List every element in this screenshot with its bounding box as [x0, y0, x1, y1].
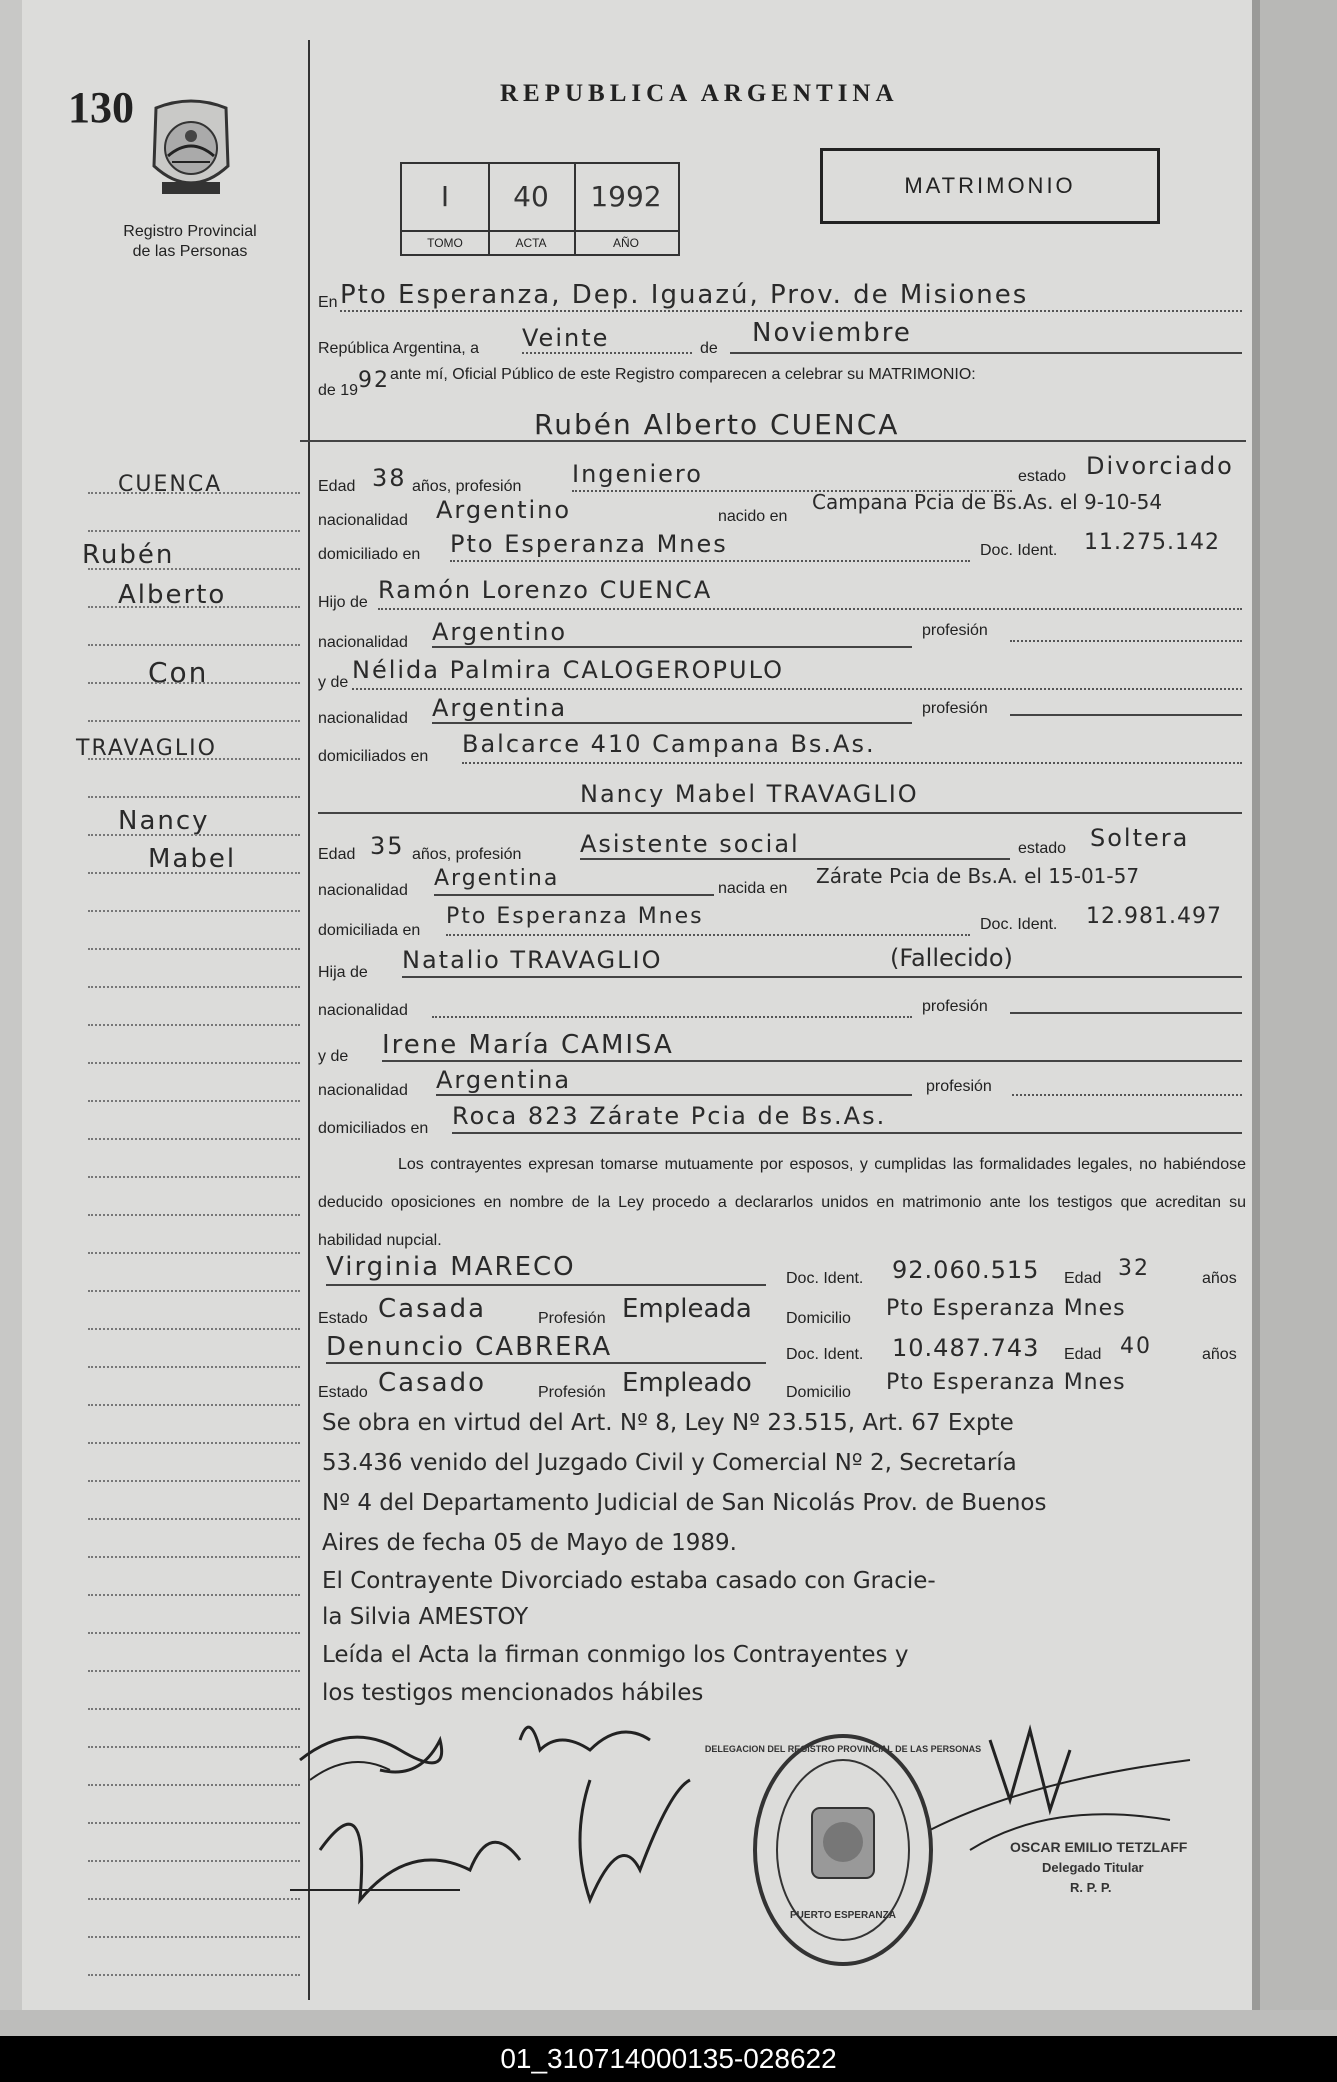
- intro-year: 92: [358, 368, 390, 393]
- registry-line-2: de las Personas: [132, 243, 248, 260]
- margin-ruled-line: [88, 1138, 300, 1140]
- witness-1-doc-label: Doc. Ident.: [786, 1270, 864, 1287]
- witness-1-age: 32: [1118, 1256, 1150, 1281]
- margin-ruled-line: [88, 1024, 300, 1026]
- margin-ruled-line: [88, 1632, 300, 1634]
- bride-age: 35: [370, 832, 405, 860]
- bride-mother-nac-label: nacionalidad: [318, 1082, 408, 1099]
- note-line-2: 53.436 venido del Juzgado Civil y Comercial Nº 2, Secretaría: [322, 1450, 1017, 1476]
- margin-ruled-line: [88, 1328, 300, 1330]
- bride-mother: Irene María CAMISA: [382, 1030, 674, 1060]
- note-line-7: Leída el Acta la firman conmigo los Contrayentes y: [322, 1642, 909, 1668]
- bride-parents-domicile: Roca 823 Zárate Pcia de Bs.As.: [452, 1102, 887, 1130]
- note-line-1: Se obra en virtud del Art. Nº 8, Ley Nº 23.515, Art. 67 Expte: [322, 1410, 1014, 1436]
- bride-father: Natalio TRAVAGLIO: [402, 946, 663, 974]
- record-box: [400, 162, 680, 256]
- registry-name: [100, 222, 280, 262]
- margin-ruled-line: [88, 530, 300, 532]
- witness-1-estado-label: Estado: [318, 1310, 368, 1327]
- margin-ruled-line: [88, 1974, 300, 1976]
- note-line-6: la Silvia AMESTOY: [322, 1604, 529, 1630]
- witness-2-dom-label: Domicilio: [786, 1384, 851, 1401]
- margin-ruled-line: [88, 910, 300, 912]
- margin-name-4: Con: [148, 656, 209, 689]
- intro-place: Pto Esperanza, Dep. Iguazú, Prov. de Misiones: [340, 280, 1029, 310]
- witness-2-domicile: Pto Esperanza Mnes: [886, 1370, 1126, 1395]
- intro-declaration: ante mí, Oficial Público de este Registro comparecen a celebrar su MATRIMONIO:: [390, 366, 976, 383]
- bride-nacida-label: nacida en: [718, 880, 788, 897]
- witness-1-edad-label: Edad: [1064, 1270, 1102, 1287]
- bride-dom-label: domiciliada en: [318, 922, 421, 939]
- note-line-4: Aires de fecha 05 de Mayo de 1989.: [322, 1530, 737, 1556]
- margin-ruled-line: [88, 1860, 300, 1862]
- groom-father-prof-label: profesión: [922, 622, 988, 639]
- tomo-value: I: [440, 180, 450, 213]
- acta-value: 40: [513, 180, 549, 213]
- bride-doc-label: Doc. Ident.: [980, 916, 1058, 933]
- groom-mother-prof-label: profesión: [922, 700, 988, 717]
- official-stamp-line-2: Delegado Titular: [1042, 1860, 1144, 1875]
- declaration-text: Los contrayentes expresan tomarse mutuamente por esposos, y cumplidas las formalidades legales, no habiéndose deducido oposiciones en nombre de la Ley procedo a declararlos unidos en matrimonio ante los testigos que acreditan su habilidad nupcial.: [318, 1156, 1246, 1249]
- groom-nac-label: nacionalidad: [318, 512, 408, 529]
- margin-ruled-line: [88, 948, 300, 950]
- witness-2-profession: Empleado: [622, 1368, 752, 1398]
- intro-day: Veinte: [522, 324, 610, 352]
- margin-ruled-line: [88, 1898, 300, 1900]
- stacked-pages-edge: [1252, 0, 1337, 2036]
- record-tomo: [402, 164, 490, 254]
- margin-ruled-line: [88, 1290, 300, 1292]
- document-type-box: MATRIMONIO: [820, 148, 1160, 224]
- bride-mother-prof-label: profesión: [926, 1078, 992, 1095]
- bride-nationality: Argentina: [434, 866, 560, 891]
- groom-mother: Nélida Palmira CALOGEROPULO: [352, 656, 784, 684]
- groom-parents-dom-label: domiciliados en: [318, 748, 429, 765]
- bride-father-prof-label: profesión: [922, 998, 988, 1015]
- witness-1-profession: Empleada: [622, 1294, 752, 1324]
- groom-prof-label: años, profesión: [412, 478, 522, 495]
- official-stamp-line-1: OSCAR EMILIO TETZLAFF: [1010, 1839, 1188, 1855]
- witness-2-anos-label: años: [1202, 1346, 1237, 1363]
- margin-ruled-line: [88, 1404, 300, 1406]
- margin-ruled-line: [88, 682, 300, 684]
- groom-domicile: Pto Esperanza Mnes: [450, 530, 728, 558]
- bride-estado-label: estado: [1018, 840, 1067, 857]
- margin-ruled-line: [88, 1784, 300, 1786]
- groom-father-nac-label: nacionalidad: [318, 634, 408, 651]
- margin-ruled-line: [88, 492, 300, 494]
- bride-father-label: Hija de: [318, 964, 368, 981]
- record-acta: [488, 164, 576, 254]
- witness-1-domicile: Pto Esperanza Mnes: [886, 1296, 1126, 1321]
- witness-1-dom-label: Domicilio: [786, 1310, 851, 1327]
- margin-ruled-line: [88, 1100, 300, 1102]
- year-label: AÑO: [574, 230, 678, 254]
- margin-name-2: Rubén: [82, 540, 175, 570]
- groom-mother-nationality: Argentina: [432, 694, 568, 722]
- margin-ruled-line: [88, 1746, 300, 1748]
- witness-1-doc-id: 92.060.515: [892, 1256, 1040, 1284]
- groom-father-nationality: Argentino: [432, 618, 568, 646]
- witness-1-prof-label: Profesión: [538, 1310, 606, 1327]
- groom-nacido-label: nacido en: [718, 508, 788, 525]
- bride-mother-nationality: Argentina: [436, 1066, 572, 1094]
- groom-full-name: Rubén Alberto CUENCA: [534, 408, 900, 441]
- year-value: 1992: [590, 180, 662, 213]
- bride-civil-status: Soltera: [1090, 824, 1190, 852]
- witness-2-prof-label: Profesión: [538, 1384, 606, 1401]
- official-stamp-line-3: R. P. P.: [1070, 1880, 1112, 1895]
- groom-father-label: Hijo de: [318, 594, 368, 611]
- margin-name-7: Mabel: [148, 844, 237, 874]
- witness-1-civil-status: Casada: [378, 1294, 487, 1324]
- record-year: [574, 164, 678, 254]
- margin-ruled-line: [88, 1936, 300, 1938]
- groom-nationality: Argentino: [436, 496, 572, 524]
- groom-birthplace: Campana Pcia de Bs.As. el 9-10-54: [812, 490, 1163, 514]
- margin-ruled-line: [88, 1366, 300, 1368]
- scan-id-footer: 01_310714000135-028622: [0, 2036, 1337, 2082]
- margin-ruled-line: [88, 1176, 300, 1178]
- bride-mother-label: y de: [318, 1048, 349, 1065]
- margin-ruled-line: [88, 720, 300, 722]
- bride-parents-dom-label: domiciliados en: [318, 1120, 429, 1137]
- margin-name-5: TRAVAGLIO: [76, 736, 217, 761]
- margin-ruled-line: [88, 758, 300, 760]
- acta-label: ACTA: [488, 230, 574, 254]
- groom-father: Ramón Lorenzo CUENCA: [378, 576, 713, 604]
- bride-doc-id: 12.981.497: [1086, 904, 1222, 929]
- witness-2-age: 40: [1120, 1334, 1152, 1359]
- margin-ruled-line: [88, 1708, 300, 1710]
- groom-parents-domicile: Balcarce 410 Campana Bs.As.: [462, 730, 876, 758]
- bride-edad-label: Edad: [318, 846, 356, 863]
- binding-edge: [0, 0, 23, 2036]
- witness-1-anos-label: años: [1202, 1270, 1237, 1287]
- margin-name-6: Nancy: [118, 806, 210, 836]
- stamp-outer-text: DELEGACION DEL REGISTRO PROVINCIAL DE LAS PERSONAS: [704, 1744, 982, 1754]
- intro-republica-label: República Argentina, a: [318, 340, 479, 357]
- groom-civil-status: Divorciado: [1086, 452, 1234, 480]
- margin-ruled-line: [88, 1518, 300, 1520]
- witness-2-doc-id: 10.487.743: [892, 1334, 1040, 1362]
- stamp-inner-text: PUERTO ESPERANZA: [790, 1910, 896, 1921]
- bride-profession: Asistente social: [580, 830, 800, 858]
- margin-ruled-line: [88, 1062, 300, 1064]
- groom-dom-label: domiciliado en: [318, 546, 421, 563]
- margin-ruled-line: [88, 568, 300, 570]
- tomo-label: TOMO: [402, 230, 488, 254]
- margin-ruled-line: [88, 834, 300, 836]
- note-line-8: los testigos mencionados hábiles: [322, 1680, 704, 1706]
- margin-name-1: CUENCA: [118, 472, 223, 497]
- registry-line-1: Registro Provincial: [123, 223, 257, 240]
- margin-ruled-line: [88, 1556, 300, 1558]
- groom-mother-nac-label: nacionalidad: [318, 710, 408, 727]
- witness-2-estado-label: Estado: [318, 1384, 368, 1401]
- margin-ruled-line: [88, 644, 300, 646]
- bride-birthplace: Zárate Pcia de Bs.A. el 15-01-57: [816, 864, 1140, 888]
- margin-ruled-line: [88, 606, 300, 608]
- margin-ruled-line: [88, 1252, 300, 1254]
- witness-2-civil-status: Casado: [378, 1368, 486, 1398]
- intro-de-label: de: [700, 340, 718, 357]
- intro-en-label: En: [318, 294, 338, 311]
- margin-ruled-line: [88, 986, 300, 988]
- bride-nac-label: nacionalidad: [318, 882, 408, 899]
- bride-father-nac-label: nacionalidad: [318, 1002, 408, 1019]
- document-title: REPUBLICA ARGENTINA: [500, 80, 899, 107]
- groom-age: 38: [372, 464, 407, 492]
- margin-ruled-line: [88, 872, 300, 874]
- note-line-3: Nº 4 del Departamento Judicial de San Nicolás Prov. de Buenos: [322, 1490, 1047, 1516]
- margin-name-3: Alberto: [118, 580, 227, 610]
- groom-doc-id: 11.275.142: [1084, 530, 1220, 555]
- groom-profession: Ingeniero: [572, 460, 703, 488]
- bride-full-name: Nancy Mabel TRAVAGLIO: [580, 780, 919, 808]
- margin-ruled-line: [88, 1480, 300, 1482]
- witness-2-name: Denuncio CABRERA: [326, 1332, 613, 1362]
- delegation-stamp-icon: [704, 1732, 982, 1968]
- margin-ruled-line: [88, 796, 300, 798]
- witness-1-name: Virginia MARECO: [326, 1252, 576, 1282]
- margin-ruled-line: [88, 1214, 300, 1216]
- margin-ruled-line: [88, 1442, 300, 1444]
- groom-estado-label: estado: [1018, 468, 1067, 485]
- groom-mother-label: y de: [318, 674, 349, 691]
- bride-father-note: (Fallecido): [890, 944, 1013, 972]
- witness-2-doc-label: Doc. Ident.: [786, 1346, 864, 1363]
- margin-ruled-line: [88, 1594, 300, 1596]
- groom-edad-label: Edad: [318, 478, 356, 495]
- bride-domicile: Pto Esperanza Mnes: [446, 904, 704, 929]
- margin-ruled-line: [88, 1670, 300, 1672]
- intro-month: Noviembre: [752, 318, 912, 348]
- margin-ruled-line: [88, 1822, 300, 1824]
- province-seal-icon: [148, 96, 234, 204]
- groom-doc-label: Doc. Ident.: [980, 542, 1058, 559]
- page-number: 130: [68, 83, 134, 132]
- intro-year-label: de 19: [318, 382, 359, 399]
- bride-prof-label: años, profesión: [412, 846, 522, 863]
- page-bottom-edge: [0, 2010, 1337, 2036]
- note-line-5: El Contrayente Divorciado estaba casado con Gracie-: [322, 1568, 936, 1594]
- witness-2-edad-label: Edad: [1064, 1346, 1102, 1363]
- margin-divider: [308, 40, 310, 2000]
